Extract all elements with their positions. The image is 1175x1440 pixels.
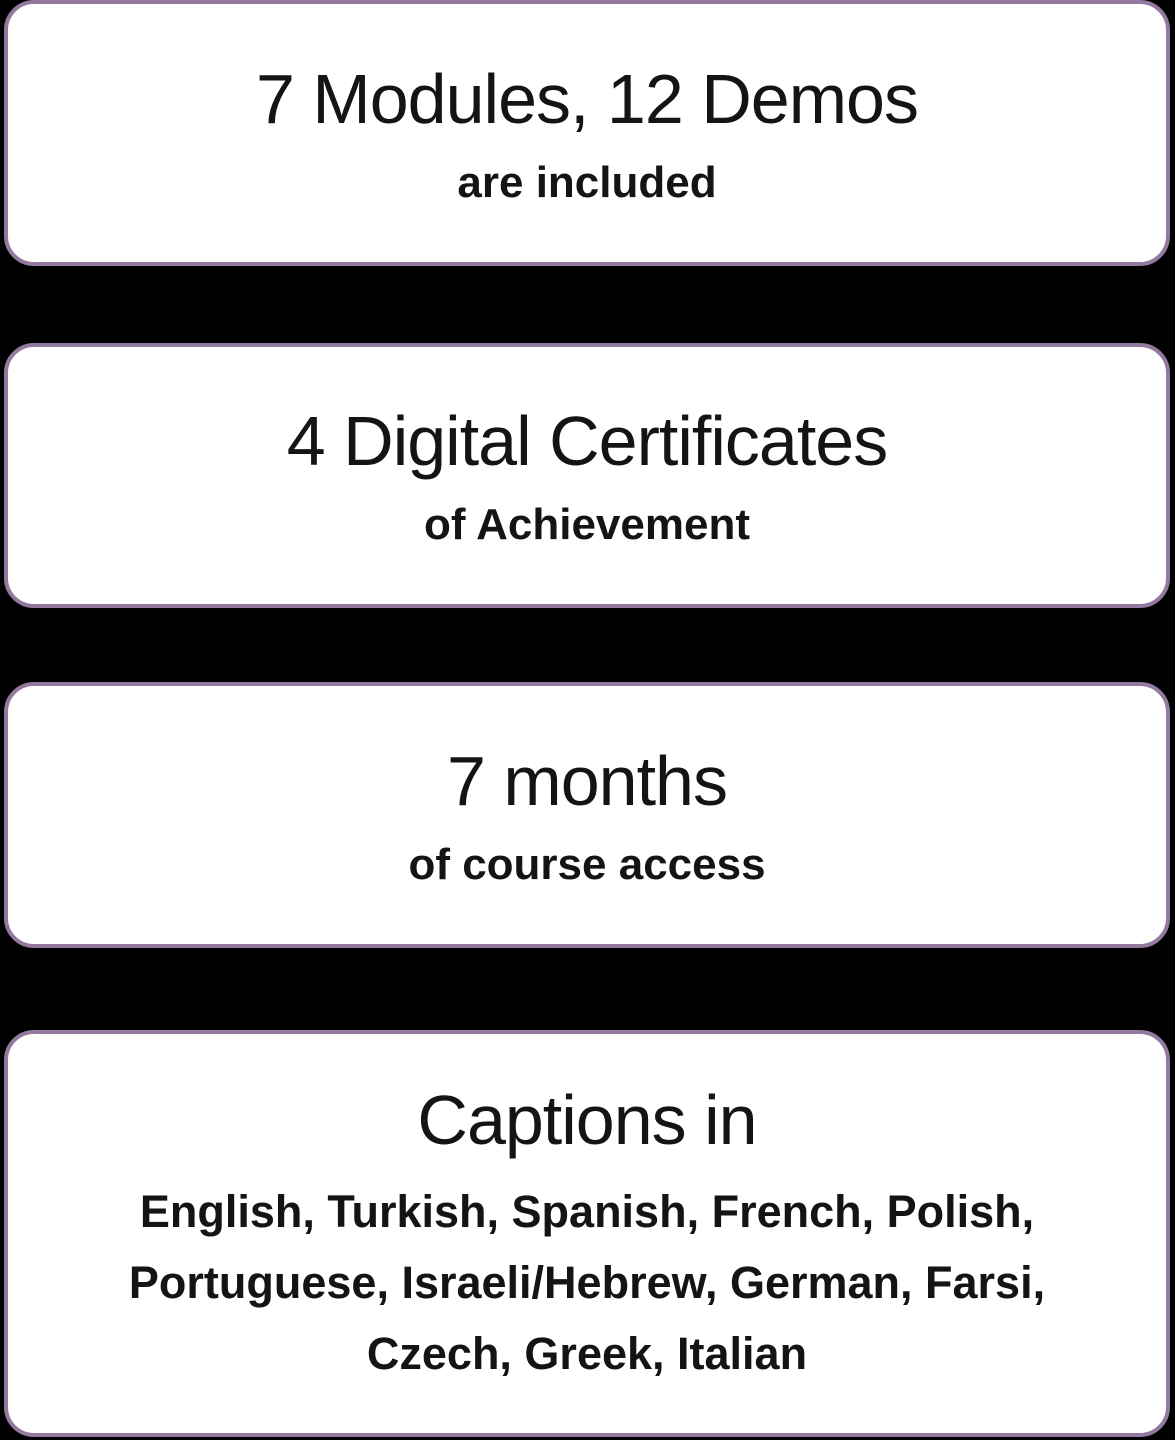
caption-languages-line-2: Portuguese, Israeli/Hebrew, German, Farsi, bbox=[128, 1256, 1046, 1308]
card-title: Captions in bbox=[417, 1080, 757, 1159]
info-card-digital-certificates bbox=[4, 343, 1170, 608]
info-card-course-access bbox=[4, 682, 1170, 948]
card-subtitle bbox=[129, 1176, 1045, 1389]
info-card-captions bbox=[4, 1030, 1170, 1437]
card-subtitle: of course access bbox=[408, 839, 766, 889]
card-subtitle: of Achievement bbox=[423, 500, 750, 550]
caption-languages-line-3: Czech, Greek, Italian bbox=[366, 1328, 808, 1380]
card-subtitle: are included bbox=[457, 157, 717, 207]
caption-languages-line-1: English, Turkish, Spanish, French, Polish, bbox=[139, 1185, 1035, 1237]
card-title: 4 Digital Certificates bbox=[286, 402, 888, 481]
info-card-modules-demos bbox=[4, 0, 1170, 266]
card-title: 7 months bbox=[447, 741, 727, 820]
card-title: 7 Modules, 12 Demos bbox=[256, 59, 918, 138]
